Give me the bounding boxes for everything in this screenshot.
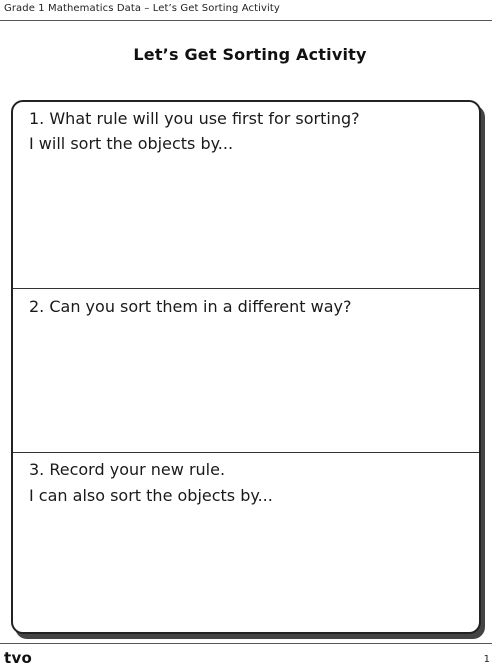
- question-3: 3. Record your new rule.: [29, 460, 226, 479]
- question-1-prompt: I will sort the objects by...: [29, 134, 234, 153]
- section-1[interactable]: [13, 102, 479, 288]
- question-3-prompt: I can also sort the objects by...: [29, 486, 273, 505]
- page-title: Let’s Get Sorting Activity: [133, 45, 367, 64]
- footer-divider: [0, 643, 492, 644]
- tvo-logo: tvo: [4, 649, 33, 667]
- section-3[interactable]: [13, 452, 479, 632]
- header-divider: [0, 20, 492, 21]
- question-1: 1. What rule will you use first for sorting?: [29, 109, 360, 128]
- page-header: Grade 1 Mathematics Data – Let’s Get Sorting Activity: [4, 3, 280, 14]
- section-2[interactable]: [13, 288, 479, 452]
- question-2: 2. Can you sort them in a different way?: [29, 297, 352, 316]
- page-number: 1: [483, 654, 490, 665]
- worksheet-frame: [11, 100, 481, 634]
